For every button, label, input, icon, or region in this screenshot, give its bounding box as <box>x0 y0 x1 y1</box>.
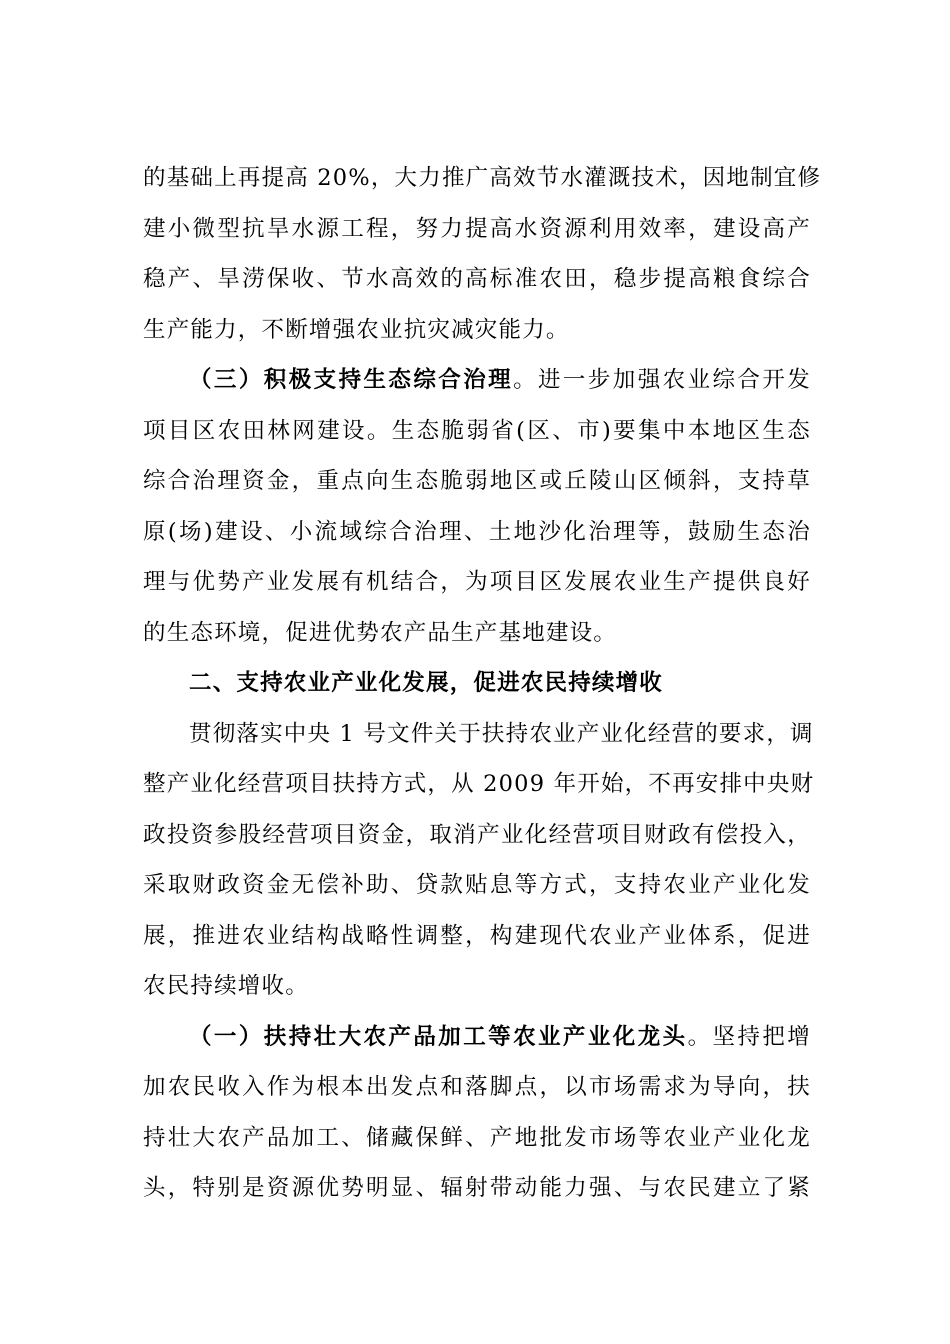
text-line: 展，推进农业结构战略性调整，构建现代农业产业体系，促进 <box>143 922 811 949</box>
text-line: 贯彻落实中央 1 号文件关于扶持农业产业化经营的要求，调 <box>189 720 814 747</box>
section-heading-text: 二、支持农业产业化发展，促进农民持续增收 <box>189 670 664 696</box>
text-line <box>143 355 811 406</box>
text-line: 综合治理资金，重点向生态脆弱地区或丘陵山区倾斜，支持草 <box>143 468 811 494</box>
paragraph-3 <box>143 709 815 1012</box>
text-line: 加农民收入作为根本出发点和落脚点，以市场需求为导向，扶 <box>143 1074 811 1100</box>
text-line: 项目区农田林网建设。生态脆弱省(区、市)要集中本地区生态 <box>143 417 811 444</box>
paragraph-2 <box>143 355 811 658</box>
text-line: 政投资参股经营项目资金，取消产业化经营项目财政有偿投入， <box>143 821 811 848</box>
text-run: 。坚持把增 <box>687 1023 811 1050</box>
text-line: 原(场)建设、小流域综合治理、土地沙化治理等，鼓励生态治 <box>143 518 811 545</box>
paragraph-1 <box>143 153 822 355</box>
section-heading <box>143 658 811 709</box>
text-run: 。进一步加强农业综合开发 <box>513 367 811 393</box>
text-line: 理与优势产业发展有机结合，为项目区发展农业生产提供良好 <box>143 569 811 595</box>
text-line: 稳产、旱涝保收、节水高效的高标准农田，稳步提高粮食综合 <box>143 266 811 292</box>
text-line: 头，特别是资源优势明显、辐射带动能力强、与农民建立了紧 <box>143 1175 811 1201</box>
text-line: 的基础上再提高 20%，大力推广高效节水灌溉技术，因地制宜修 <box>143 165 822 191</box>
text-line: 建小微型抗旱水源工程，努力提高水资源利用效率，建设高产 <box>143 215 811 242</box>
text-line <box>143 1012 811 1063</box>
subsection-heading: （三）积极支持生态综合治理 <box>189 367 514 393</box>
text-line: 农民持续增收。 <box>143 973 309 999</box>
subsection-heading: （一）扶持壮大农产品加工等农业产业化龙头 <box>189 1023 688 1050</box>
text-line: 持壮大农产品加工、储藏保鲜、产地批发市场等农业产业化龙 <box>143 1124 811 1151</box>
text-line: 采取财政资金无偿补助、贷款贴息等方式，支持农业产业化发 <box>143 872 811 898</box>
text-line: 整产业化经营项目扶持方式，从 2009 年开始，不再安排中央财 <box>143 771 815 797</box>
paragraph-4 <box>143 1012 811 1214</box>
document-body <box>143 153 822 1214</box>
text-line: 的生态环境，促进优势农产品生产基地建设。 <box>143 619 618 646</box>
text-line: 生产能力，不断增强农业抗灾减灾能力。 <box>143 316 570 343</box>
